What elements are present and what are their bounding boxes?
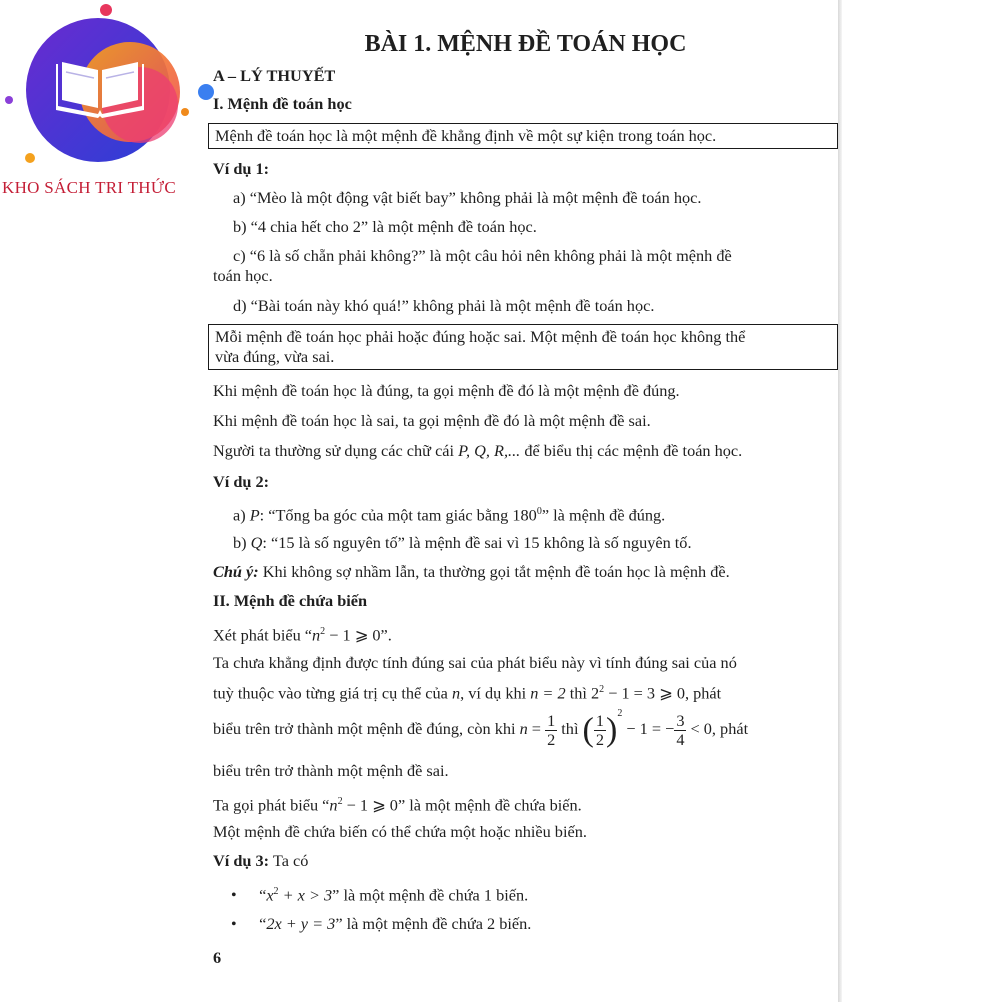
consider-pre: Xét phát biểu “ xyxy=(213,625,313,645)
example-1-b: b) “4 chia hết cho 2” là một mệnh đề toán học. xyxy=(233,217,537,236)
example-3-bullet-1 xyxy=(213,882,838,906)
para-l3-minus: − 1 = − xyxy=(622,719,675,739)
letters-pre: Người ta thường sử dụng các chữ cái xyxy=(213,441,459,460)
para-l2-sup: 2 xyxy=(599,684,605,695)
example-1-c-line2: toán học. xyxy=(213,266,273,285)
example-1-a: a) “Mèo là một động vật biết bay” không phải là một mệnh đề toán học. xyxy=(233,188,702,207)
consider-var: n xyxy=(312,625,321,645)
b1-pre: “ xyxy=(259,885,267,905)
ex2-b-var: Q xyxy=(250,533,263,552)
call-var: n xyxy=(329,795,338,815)
letters-list: P, Q, R,... xyxy=(458,441,521,460)
b2-pre: “ xyxy=(259,914,267,933)
definition-box-1 xyxy=(208,123,838,149)
consider-rest: − 1 ⩾ 0 xyxy=(325,625,381,645)
b1-sup: 2 xyxy=(273,886,279,897)
page-number: 6 xyxy=(213,948,222,967)
ex2-a-mid: : “Tổng ba góc của một tam giác bằng 180 xyxy=(259,505,537,525)
definition-text-1: Mệnh đề toán học là một mệnh đề khẳng định về một sự kiện trong toán học. xyxy=(215,126,717,145)
call-rest: − 1 ⩾ 0 xyxy=(342,795,398,815)
call-statement xyxy=(213,792,838,815)
fraction-one-half-2 xyxy=(594,712,606,749)
para-l2-mid2: thì 2 xyxy=(565,683,600,703)
para-l3-eq: = xyxy=(527,719,546,739)
para-l3-pre: biểu trên trở thành một mệnh đề đúng, còn khi xyxy=(213,719,520,739)
ex2-a-post: ” là mệnh đề đúng. xyxy=(541,505,666,525)
section-2-heading: II. Mệnh đề chứa biến xyxy=(213,591,368,610)
note-text: Khi không sợ nhầm lẫn, ta thường gọi tắt mệnh đề toán học là mệnh đề. xyxy=(258,562,730,581)
paragraph-line4: biểu trên trở thành một mệnh đề sai. xyxy=(213,761,449,780)
left-paren: ( xyxy=(582,711,594,749)
example-2-a xyxy=(213,502,838,525)
para-l3-then: thì xyxy=(557,719,583,739)
para-l2-eq2: − 1 = 3 ⩾ 0, phát xyxy=(604,683,722,703)
example-3-text: Ta có xyxy=(269,851,309,870)
ex2-a-sup: 0 xyxy=(536,506,542,517)
letters-post: để biểu thị các mệnh đề toán học. xyxy=(520,441,743,460)
b1-rest: + x > 3 xyxy=(278,885,333,905)
frac2-den: 4 xyxy=(676,730,685,749)
b1-post: ” là một mệnh đề chứa 1 biến. xyxy=(332,885,529,905)
para-l3-pow: 2 xyxy=(617,707,623,719)
ex2-b-pre: b) xyxy=(233,533,251,552)
document-page xyxy=(213,0,838,1002)
call-post: ” là một mệnh đề chứa biến. xyxy=(397,795,582,815)
multi-variable-statement: Một mệnh đề chứa biến có thể chứa một hoặc nhiều biến. xyxy=(213,822,587,841)
para-l2-n: n xyxy=(451,683,461,703)
para-l3-n: n xyxy=(519,719,528,739)
frac-den: 2 xyxy=(547,730,556,749)
consider-statement xyxy=(213,622,838,645)
example-1-d: d) “Bài toán này khó quá!” không phải là một mệnh đề toán học. xyxy=(233,296,655,315)
definition-text-2-line1: Mỗi mệnh đề toán học phải hoặc đúng hoặc sai. Một mệnh đề toán học không thể xyxy=(215,327,746,346)
fraction-three-quarters xyxy=(674,712,686,749)
example-3-label: Ví dụ 3: xyxy=(213,851,270,870)
paragraph-true: Khi mệnh đề toán học là đúng, ta gọi mệnh đề đó là một mệnh đề đúng. xyxy=(213,381,680,400)
ex2-b-post: : “15 là số nguyên tố” là mệnh đề sai vì 15 không là số nguyên tố. xyxy=(262,533,692,552)
paragraph-line3 xyxy=(213,707,838,749)
brand-name: KHO SÁCH TRI THỨC xyxy=(2,178,176,197)
frac2-num: 3 xyxy=(676,711,685,730)
consider-sup: 2 xyxy=(320,626,326,637)
ex2-a-pre: a) xyxy=(233,505,250,525)
para-l2-pre: tuỳ thuộc vào từng giá trị cụ thể của xyxy=(213,683,452,703)
right-paren: ) xyxy=(606,711,618,749)
example-1-c-line1: c) “6 là số chẵn phải không?” là một câu hỏi nên không phải là một mệnh đề xyxy=(233,246,732,265)
para-l2-mid: , ví dụ khi xyxy=(460,683,531,703)
call-sup: 2 xyxy=(337,796,343,807)
open-book-icon xyxy=(0,0,240,180)
section-theory-heading: A – LÝ THUYẾT xyxy=(213,66,336,85)
frac-den-2: 2 xyxy=(595,730,605,749)
b2-expr: 2x + y = 3 xyxy=(266,914,336,933)
page-title: BÀI 1. MỆNH ĐỀ TOÁN HỌC xyxy=(364,31,687,57)
example-2-label: Ví dụ 2: xyxy=(213,472,270,491)
example-3-bullet-2 xyxy=(213,914,838,935)
b1-x: x xyxy=(266,885,274,905)
consider-post: ”. xyxy=(380,625,392,645)
frac-num: 1 xyxy=(547,711,556,730)
ex2-a-var: P xyxy=(249,505,260,525)
paragraph-line1: Ta chưa khẳng định được tính đúng sai của phát biểu này vì tính đúng sai của nó xyxy=(213,653,737,672)
fraction-one-half xyxy=(545,712,557,749)
note-label: Chú ý: xyxy=(213,562,259,581)
call-pre: Ta gọi phát biểu “ xyxy=(213,795,330,815)
para-l3-end: < 0, phát xyxy=(686,719,749,739)
frac-num-2: 1 xyxy=(595,711,605,730)
definition-box-2 xyxy=(208,324,838,370)
example-1-label: Ví dụ 1: xyxy=(213,159,270,178)
paragraph-line2 xyxy=(213,680,838,703)
brand-logo xyxy=(0,0,240,200)
section-1-heading: I. Mệnh đề toán học xyxy=(213,94,352,113)
definition-text-2-line2: vừa đúng, vừa sai. xyxy=(215,347,335,366)
page-margin xyxy=(842,0,1002,1002)
example-2-b xyxy=(213,533,838,553)
b2-post: ” là một mệnh đề chứa 2 biến. xyxy=(335,914,532,933)
para-l2-eq1: n = 2 xyxy=(530,683,566,703)
paragraph-false: Khi mệnh đề toán học là sai, ta gọi mệnh đề đó là một mệnh đề sai. xyxy=(213,411,651,430)
paragraph-letters xyxy=(213,441,838,461)
note xyxy=(213,562,838,582)
example-3 xyxy=(213,851,838,871)
